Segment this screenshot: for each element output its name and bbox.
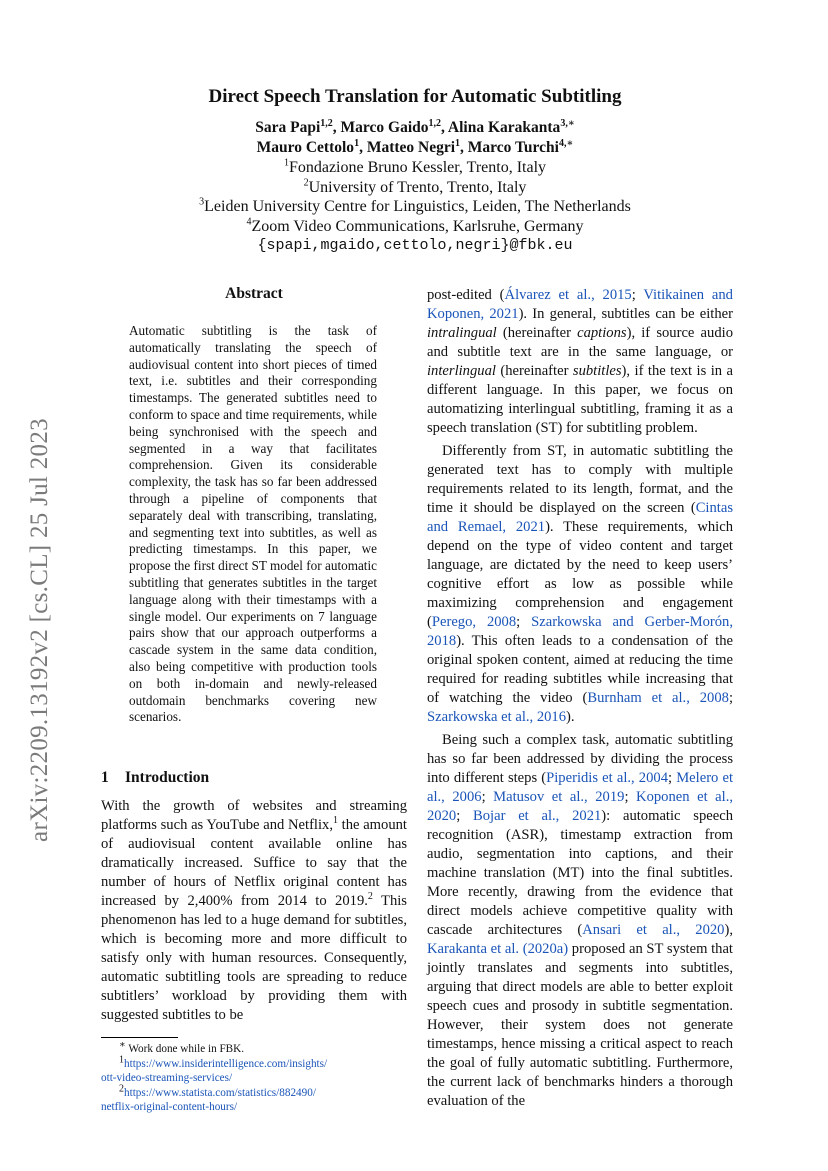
footnote-mark: ∗ [119, 1039, 126, 1051]
footnote-link[interactable]: netflix-original-content-hours/ [101, 1101, 238, 1114]
text-run: ; [631, 287, 644, 303]
author-line-2: Mauro Cettolo$^1$, Matteo Negri$^1$, Marco Turchi$^{4,∗}$ [256, 137, 574, 156]
text-run: ). In general, subtitles can be either [518, 306, 733, 322]
author-affiliation-mark: 1 [354, 137, 360, 149]
footnote-ref[interactable]: 2 [367, 891, 373, 903]
text-run: ; [668, 770, 677, 786]
author-name: Alina Karakanta [447, 119, 561, 136]
affiliation-text: Zoom Video Communications, Karlsruhe, Germany [251, 217, 584, 235]
affiliation [150, 217, 680, 237]
text-run: ). [566, 709, 575, 725]
section-title: Introduction [125, 769, 210, 787]
footnote-star [101, 1039, 407, 1057]
arxiv-identifier-stamp: arXiv:2209.13192v2 [cs.CL] 25 Jul 2023 [26, 418, 53, 842]
footnote-ref[interactable]: 1 [332, 815, 338, 827]
paper-header [150, 86, 680, 256]
footnote-link[interactable]: https://www.insiderintelligence.com/insights/ [124, 1057, 328, 1070]
emphasis-text: interlingual [427, 363, 496, 379]
citation-link[interactable]: Álvarez et al., 2015 [504, 287, 632, 303]
author-name: Marco Turchi [467, 139, 559, 156]
affiliation-mark: 1 [283, 157, 289, 169]
citation-link[interactable]: Matusov et al., 2019 [493, 789, 625, 805]
right-column [427, 286, 733, 1111]
section-heading-introduction [101, 769, 407, 787]
citation-link[interactable]: Szarkowska and Gerber-Morón, 2018 [427, 614, 733, 649]
text-run: (hereinafter [496, 325, 578, 341]
footnote-text: Work done while in FBK. [125, 1043, 245, 1056]
affiliation-text: Fondazione Bruno Kessler, Trento, Italy [288, 159, 547, 176]
footnote-link[interactable]: ott-video-streaming-services/ [101, 1072, 233, 1085]
text-run: ; [481, 789, 494, 805]
text-run: proposed an ST system that jointly translates and segments into subtitles, arguing that direct models are able to better exploit speech cues and prosody in subtitle segmentation. However, their system does not generate timestamps, hence missing a critical aspect to reach the goal of fully automatic subtitling. Furthermore, the current lack of benchmarks hinders a thorough evaluation of the [427, 941, 733, 1109]
citation-link[interactable]: Perego, 2008 [431, 614, 517, 630]
author-line-1: Sara Papi$^{1,2}$, Marco Gaido$^{1,2}$, Alina Karakanta$^{3,∗}$ [255, 117, 575, 136]
footnote-1 [101, 1053, 407, 1072]
author-affiliation-mark: 1,2 [428, 117, 442, 129]
author-affiliation-mark: 3,∗ [560, 117, 575, 129]
affiliation [150, 158, 680, 178]
footnote-mark: 1 [119, 1053, 124, 1065]
author-name: Matteo Negri [366, 139, 456, 156]
affiliation-mark: 2 [303, 177, 309, 189]
footnote-link[interactable]: https://www.statista.com/statistics/882490/ [124, 1086, 316, 1099]
text-run: ). This often leads to a condensation of the original spoken content, aimed at reducing the time required for reading subtitles while increasing that of watching the video ( [427, 633, 733, 706]
citation-link[interactable]: Cintas and Remael, 2021 [427, 500, 733, 535]
left-column [101, 282, 407, 1115]
affiliation [150, 197, 680, 217]
citation-link[interactable]: Melero et al., 2006 [427, 770, 734, 805]
author-emails: {spapi,mgaido,cettolo,negri}@fbk.eu [257, 237, 573, 254]
text-run: ): automatic speech recognition (ASR), timestamp extraction from audio, segmentation into captions, and their machine translation (MT) into the final subtitles. More recently, drawing from the evidence that direct models achieve competitive quality with cascade architectures ( [427, 808, 733, 938]
text-run: ; [624, 789, 637, 805]
citation-link[interactable]: Ansari et al., 2020 [582, 922, 725, 938]
author-name: Sara Papi [255, 119, 321, 136]
abstract-heading: Abstract [225, 285, 283, 302]
affiliation [150, 178, 680, 198]
text-run: ), if the text is in a different language. In this paper, we focus on automatizing interlingual subtitling, framing it as a speech translation (ST) for subtitling problem. [427, 363, 733, 436]
author-name: Mauro Cettolo [256, 139, 355, 156]
abstract-text: Automatic subtitling is the task of automatically translating the speech of audiovisual content into short pieces of timed text, i.e. subtitles and their corresponding timestamps. The generated subtitles need to conform to space and time requirements, while being synchronised with the speech and segmented in a way that facilitates comprehension. Given its considerable complexity, the task has so far been addressed through a pipeline of components that separately deal with transcribing, translating, and segmenting text into subtitles, as well as predicting timestamps. In this paper, we propose the first direct ST model for automatic subtitling that generates subtitles in the target language along with their timestamps with a single model. Our experiments on 7 language pairs show that our approach outperforms a cascade system in the same data condition, also being competitive with production tools on both in-domain and newly-released outdomain benchmarks covering new scenarios. [129, 323, 377, 725]
text-run: ), [724, 922, 733, 938]
emphasis-text: intralingual [427, 325, 497, 341]
citation-link[interactable]: Piperidis et al., 2004 [546, 770, 668, 786]
footnote-2 [101, 1082, 407, 1101]
footnote-2-continued [101, 1100, 407, 1115]
affiliation-mark: 4 [246, 216, 252, 228]
citation-link[interactable]: Karakanta et al. (2020a) [427, 941, 569, 957]
text-run: ; [516, 614, 532, 630]
affiliation-text: Leiden University Centre for Linguistics, Leiden, The Netherlands [204, 198, 631, 215]
citation-link[interactable]: Bojar et al., 2021 [473, 808, 602, 824]
text-run: ), if source audio and subtitle text are in the same language, or [427, 325, 733, 360]
emphasis-text: subtitles [572, 363, 622, 379]
affiliation-mark: 3 [199, 196, 205, 208]
body-paragraph [427, 286, 733, 438]
emphasis-text: captions [577, 325, 627, 341]
text-run: Differently from ST, in automatic subtitling the generated text has to comply with multiple requirements related to its length, format, and the time it should be displayed on the screen ( [427, 443, 733, 516]
text-run: post-edited ( [427, 287, 505, 303]
text-run: the amount of audiovisual content available online has dramatically increased. Suffice to say that the number of hours of Netflix original content has increased by 2,400% from 2014 to 2019. [101, 817, 407, 910]
introduction-paragraph [101, 797, 407, 1025]
citation-link[interactable]: Vitikainen and Koponen, 2021 [427, 287, 733, 322]
author-affiliation-mark: 1 [455, 137, 461, 149]
text-run: ). These requirements, which depend on the type of video content and target language, are dictated by the need to keep users’ cognitive effort as low as possible while maximizing comprehension and engagement ( [427, 519, 734, 630]
footnote-mark: 2 [119, 1082, 124, 1094]
text-run: Being such a complex task, automatic subtitling has so far been addressed by dividing the process into different steps ( [427, 732, 733, 786]
text-run: With the growth of websites and streaming platforms such as YouTube and Netflix, [101, 798, 407, 834]
author-affiliation-mark: 1,2 [320, 117, 333, 129]
footnote-divider [101, 1037, 178, 1038]
citation-link[interactable]: Burnham et al., 2008 [587, 690, 729, 706]
footnote-1-continued [101, 1071, 407, 1086]
paper-title: Direct Speech Translation for Automatic Subtitling [208, 86, 622, 107]
citation-link[interactable]: Szarkowska et al., 2016 [427, 709, 567, 725]
text-run: ; [728, 690, 734, 706]
affiliation-text: University of Trento, Trento, Italy [308, 178, 527, 196]
body-paragraph [427, 731, 733, 1111]
author-name: Marco Gaido [340, 119, 429, 136]
text-run: ; [456, 808, 474, 824]
body-paragraph [427, 442, 733, 727]
author-affiliation-mark: 4,∗ [558, 137, 574, 149]
text-run: This phenomenon has led to a huge demand for subtitles, which is becoming more and more difficult to satisfy only with human resources. Consequently, automatic subtitling tools are spreading to reduce subtitlers’ workload by providing them with suggested subtitles to be [101, 893, 407, 1024]
text-run: (hereinafter [495, 363, 573, 379]
section-number: 1 [101, 769, 109, 787]
citation-link[interactable]: Koponen et al., 2020 [427, 789, 733, 824]
